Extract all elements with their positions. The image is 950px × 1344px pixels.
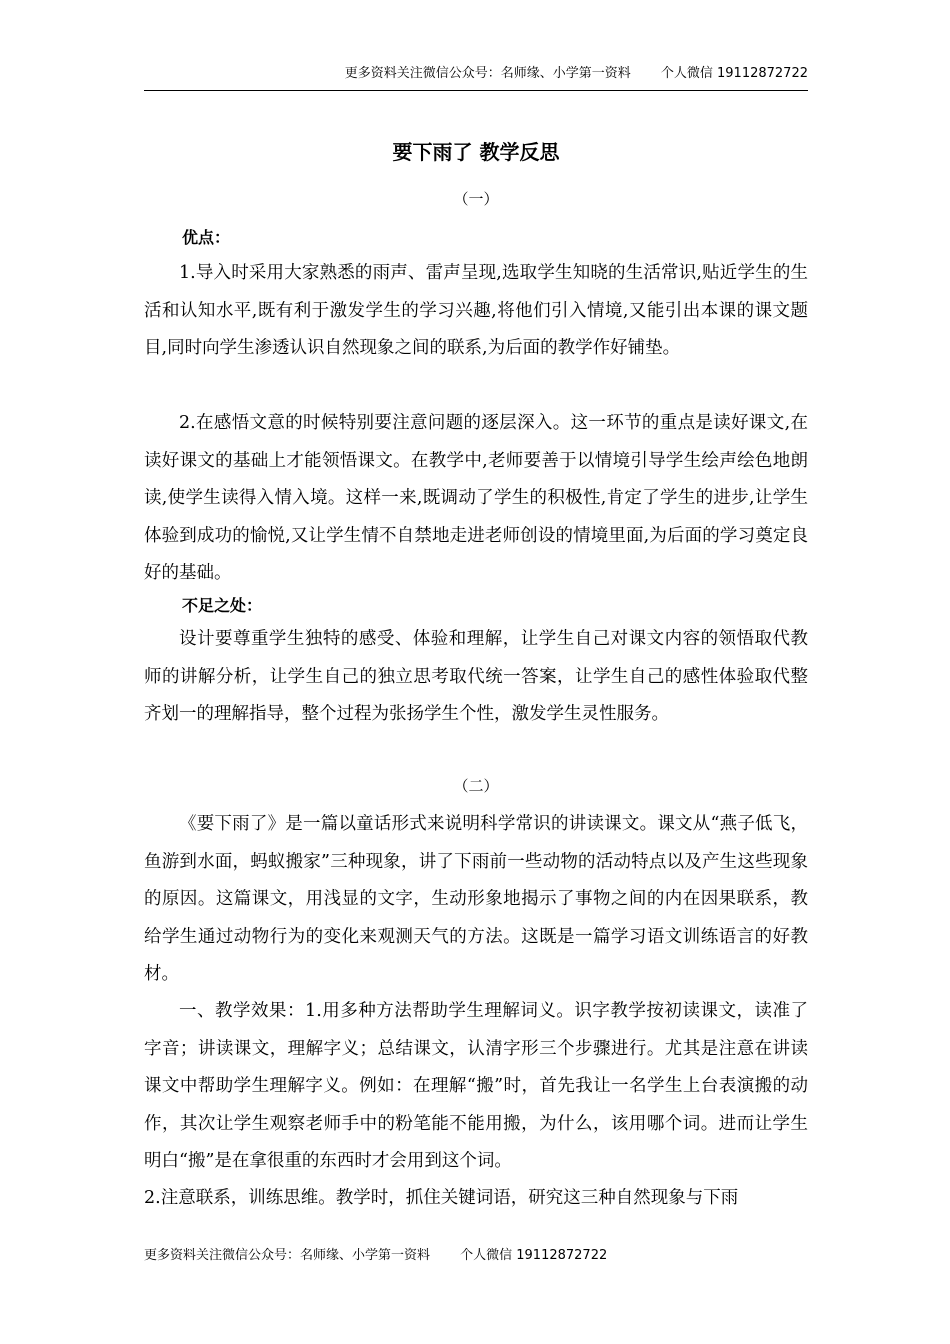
- header-text: 更多资料关注微信公众号：名师缘、小学第一资料 个人微信 19112872722: [344, 66, 808, 81]
- teaching-effect-paragraph: 一、教学效果：1.用多种方法帮助学生理解词义。识字教学按初读课文，读准了字音；讲读课文，理解字义；总结课文，认清字形三个步骤进行。尤其是注意在讲读课文中帮助学生理解字义。例如：在理解“搬”时，首先我让一名学生上台表演搬的动作，其次让学生观察老师手中的粉笔能不能用搬，为什么，该用哪个词。进而让学生明白“搬”是在拿很重的东西时才会用到这个词。: [144, 1001, 808, 1171]
- teaching-effect-point-2: 2.注意联系，训练思维。教学时，抓住关键词语，研究这三种自然现象与下雨: [144, 1188, 739, 1208]
- strength-paragraph-2: 2.在感悟文意的时候特别要注意问题的逐层深入。这一环节的重点是读好课文,在读好课文的基础上才能领悟课文。在教学中,老师要善于以情境引导学生绘声绘色地朗读,使学生读得入情入境。这样一来,既调动了学生的积极性,肯定了学生的进步,让学生体验到成功的愉悦,又让学生情不自禁地走进老师创设的情境里面,为后面的学习奠定良好的基础。: [144, 413, 808, 583]
- intro-paragraph: 《要下雨了》是一篇以童话形式来说明科学常识的讲读课文。课文从“燕子低飞，鱼游到水面，蚂蚁搬家”三种现象，讲了下雨前一些动物的活动特点以及产生这些现象的原因。这篇课文，用浅显的文字，生动形象地揭示了事物之间的内在因果联系，教给学生通过动物行为的变化来观测天气的方法。这既是一篇学习语文训练语言的好教材。: [144, 814, 808, 984]
- section-two-mark: （二）: [453, 777, 499, 795]
- document-title: 要下雨了 教学反思: [392, 140, 560, 164]
- strengths-heading: 优点：: [182, 228, 231, 247]
- footer-text: 更多资料关注微信公众号：名师缘、小学第一资料 个人微信 19112872722: [144, 1248, 608, 1263]
- weakness-paragraph: 设计要尊重学生独特的感受、体验和理解，让学生自己对课文内容的领悟取代教师的讲解分析，让学生自己的独立思考取代统一答案，让学生自己的感性体验取代整齐划一的理解指导，整个过程为张扬学生个性，激发学生灵性服务。: [144, 629, 808, 724]
- page-footer: [144, 1246, 607, 1266]
- section-one-mark: （一）: [453, 190, 499, 208]
- page-header: [144, 64, 808, 91]
- weakness-heading: 不足之处：: [182, 596, 263, 615]
- strength-paragraph-1: 1.导入时采用大家熟悉的雨声、雷声呈现,选取学生知晓的生活常识,贴近学生的生活和认知水平,既有利于激发学生的学习兴趣,将他们引入情境,又能引出本课的课文题目,同时向学生渗透认识自然现象之间的联系,为后面的教学作好铺垫。: [144, 263, 808, 358]
